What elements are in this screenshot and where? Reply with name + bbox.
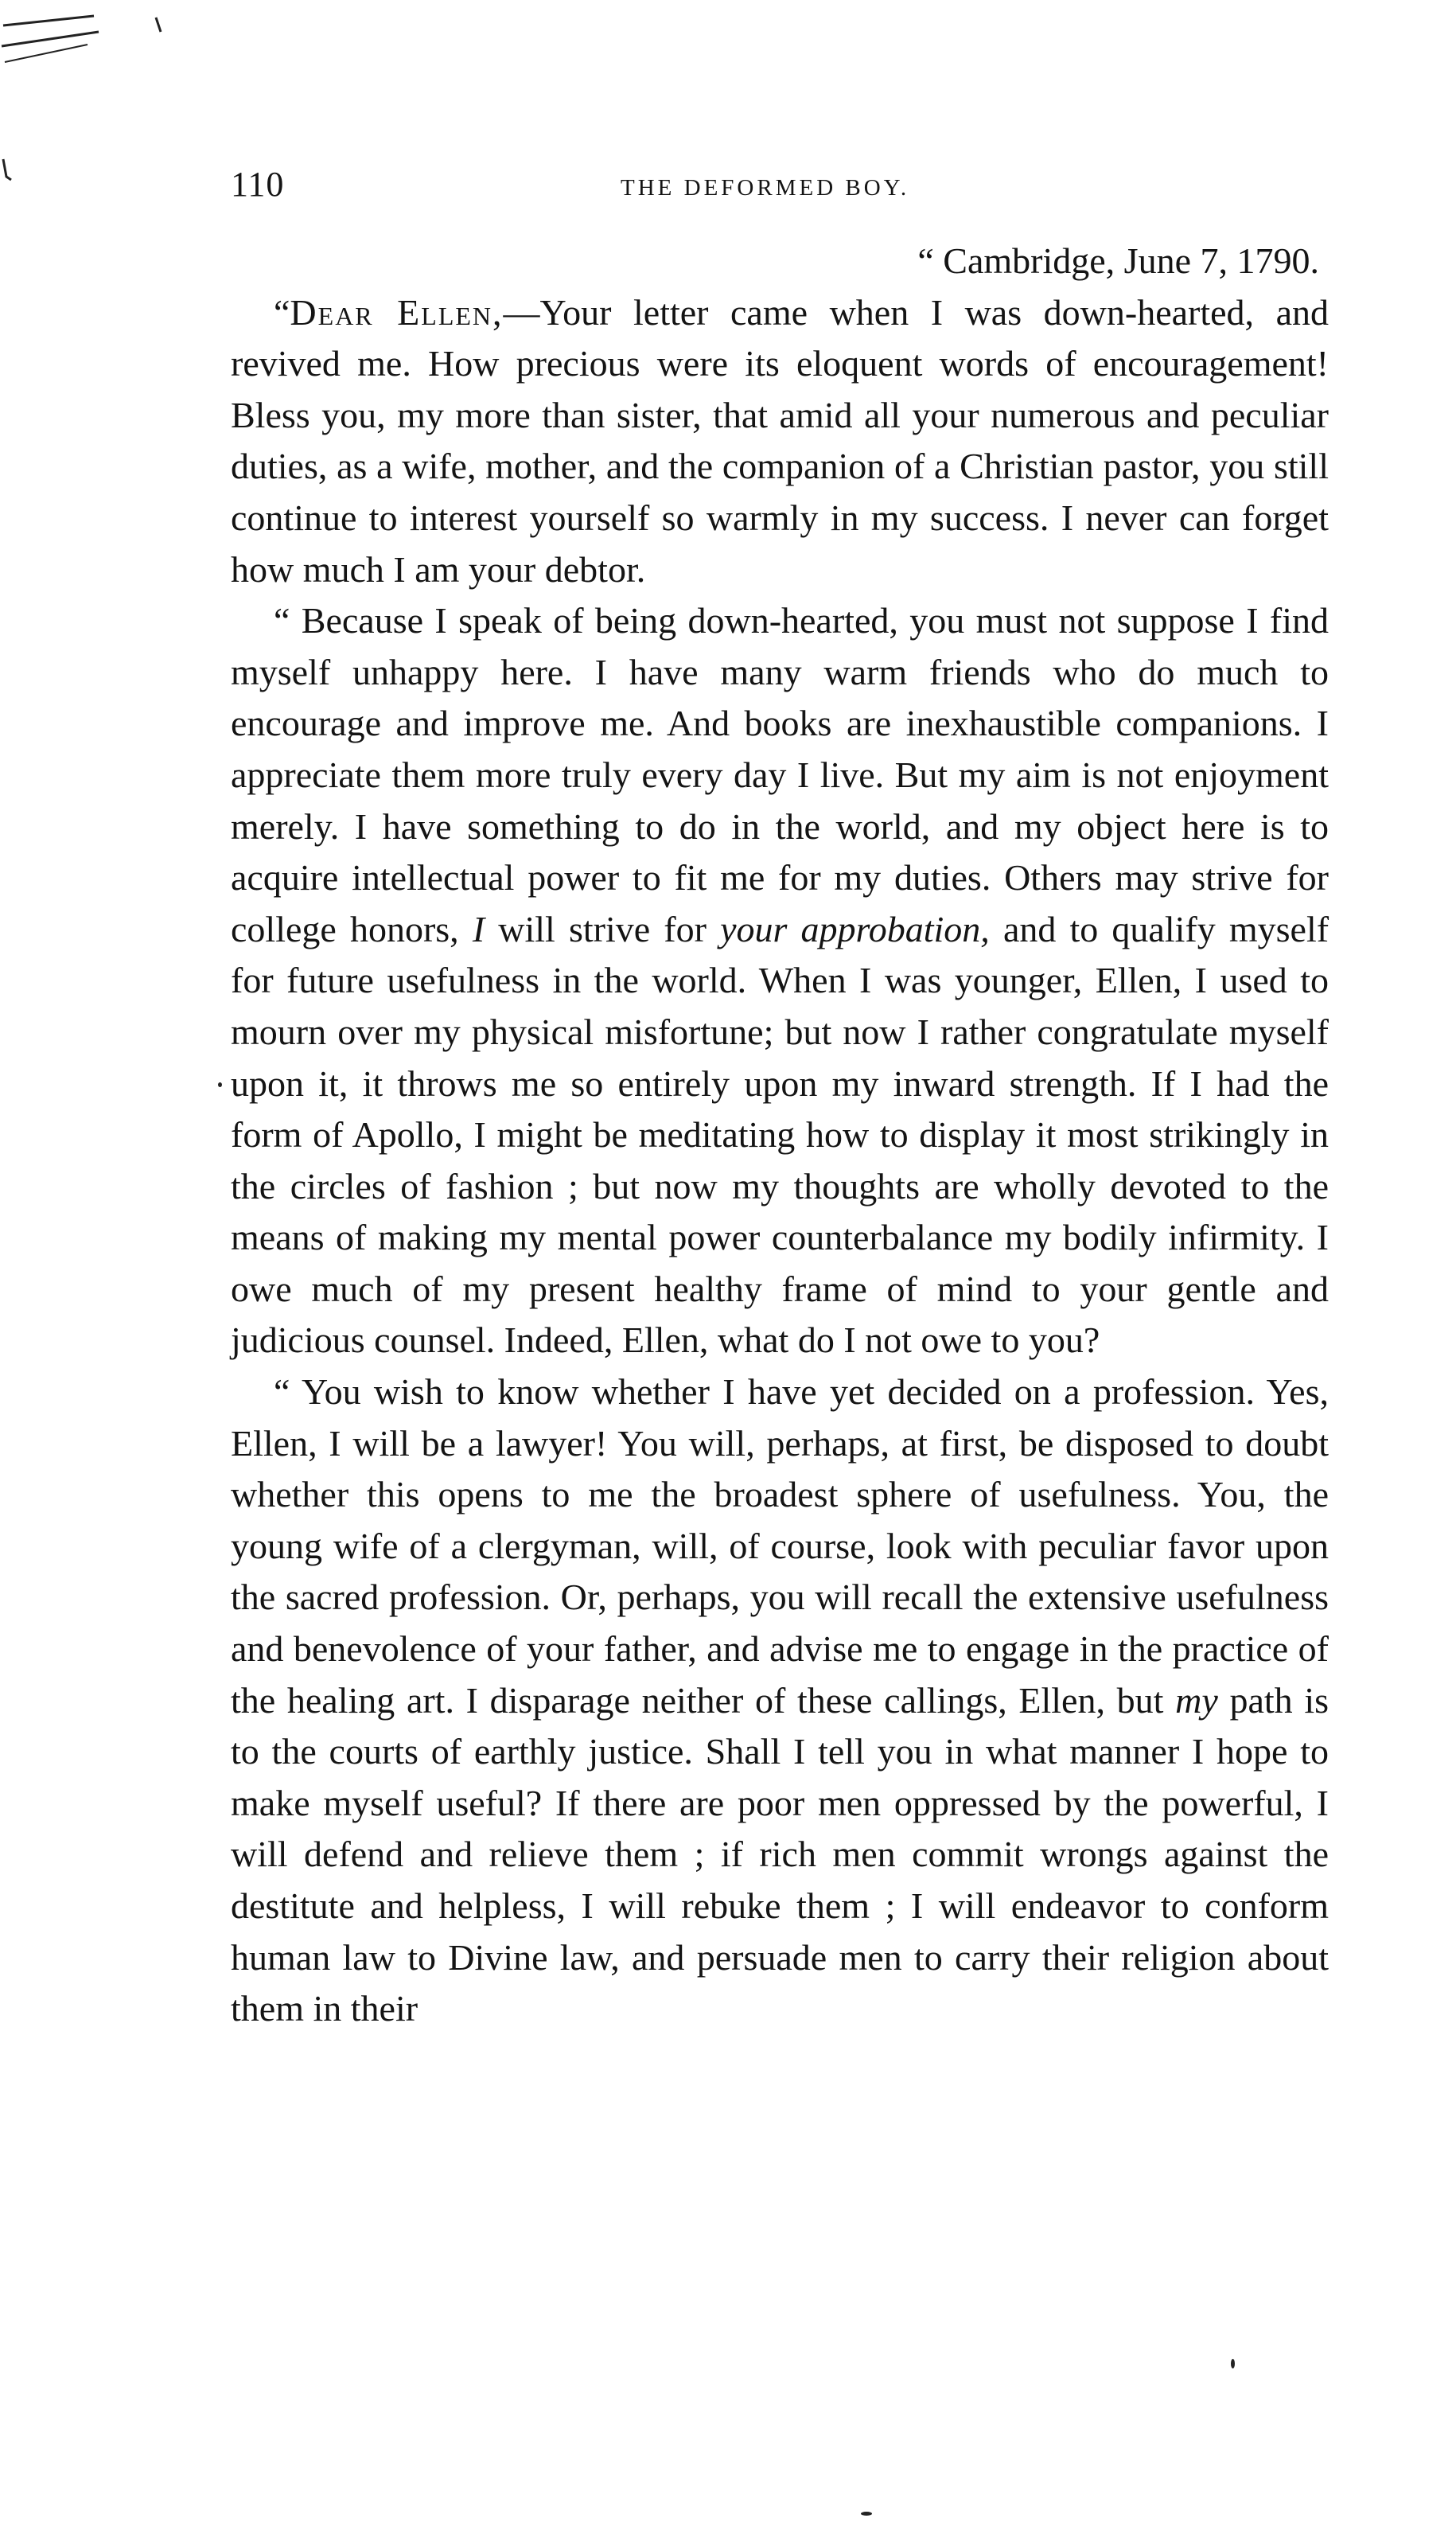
paragraph-3-text-a: “ You wish to know whether I have yet decided on a profession. Yes, Ellen, I will be a lawyer! You will, perhaps, at first, be disposed to doubt whether this opens to me the broadest sphere of usefulness. You, the young wife of a clergyman, will, of course, look with peculiar favor upon the sacred profession. Or, perhaps, you will recall the extensive usefulness and benevolence of your father, and advise me to engage in the practice of the healing art. I disparage neither of these callings, Ellen, but <box>231 1371 1329 1721</box>
emphasis-your-approbation: your approbation, <box>720 908 990 949</box>
ink-speck <box>1231 2359 1235 2368</box>
salutation: Dear Ellen, <box>290 291 504 333</box>
ink-speck <box>861 2512 872 2516</box>
open-quote: “ <box>274 291 290 333</box>
paragraph-3 <box>231 1366 1329 2035</box>
paragraph-3-text-b: path is to the courts of earthly justice. Shall I tell you in what manner I hope to make myself useful? If there are poor men oppressed by the powerful, I will defend and relieve them ; if rich men commit wrongs against the destitute and helpless, I will rebuke them ; I will endeavor to conform human law to Divine law, and persuade men to carry their religion about them in their <box>231 1679 1329 2029</box>
running-head: THE DEFORMED BOY. <box>621 175 910 201</box>
paragraph-2-text-c: and to qualify myself for future usefulness in the world. When I was younger, Ellen, I used to mourn over my physical misfortune; but now I rather congratulate myself upon it, it throws me so entirely upon my inward strength. If I had the form of Apollo, I might be meditating how to display it most strikingly in the circles of fashion ; but now my thoughts are wholly devoted to the means of making my mental power counterbalance my bodily infirmity. I owe much of my present healthy frame of mind to your gentle and judicious counsel. Indeed, Ellen, what do I not owe to you? <box>231 908 1329 1361</box>
page-header <box>231 164 1329 212</box>
letter-body <box>231 236 1329 2035</box>
paragraph-2-text-a: “ Because I speak of being down-hearted, you must not suppose I find myself unhappy here. I have many warm friends who do much to encourage and improve me. And books are inexhaustible companions. I appreciate them more truly every day I live. But my aim is not enjoyment merely. I have something to do in the world, and my object here is to acquire intellectual power to fit me for my duties. Others may strive for college honors, <box>231 600 1329 949</box>
paragraph-2 <box>231 595 1329 1366</box>
pen-mark <box>0 0 207 191</box>
ink-speck <box>218 1082 222 1087</box>
emphasis-i: I <box>472 908 485 949</box>
dateline: “ Cambridge, June 7, 1790. <box>917 240 1319 281</box>
paragraph-2-text-b: will strive for <box>498 908 707 949</box>
page-number: 110 <box>231 165 285 204</box>
paragraph-1 <box>231 287 1329 596</box>
emphasis-my: my <box>1175 1679 1218 1721</box>
paragraph-1-text: —Your letter came when I was down-hearted, and revived me. How precious were its eloquent words of encouragement! Bless you, my more than sister, that amid all your numerous and peculiar duties, as a wife, mother, and the companion of a Christian pastor, you still continue to interest yourself so warmly in my success. I never can forget how much I am your debtor. <box>231 291 1329 590</box>
